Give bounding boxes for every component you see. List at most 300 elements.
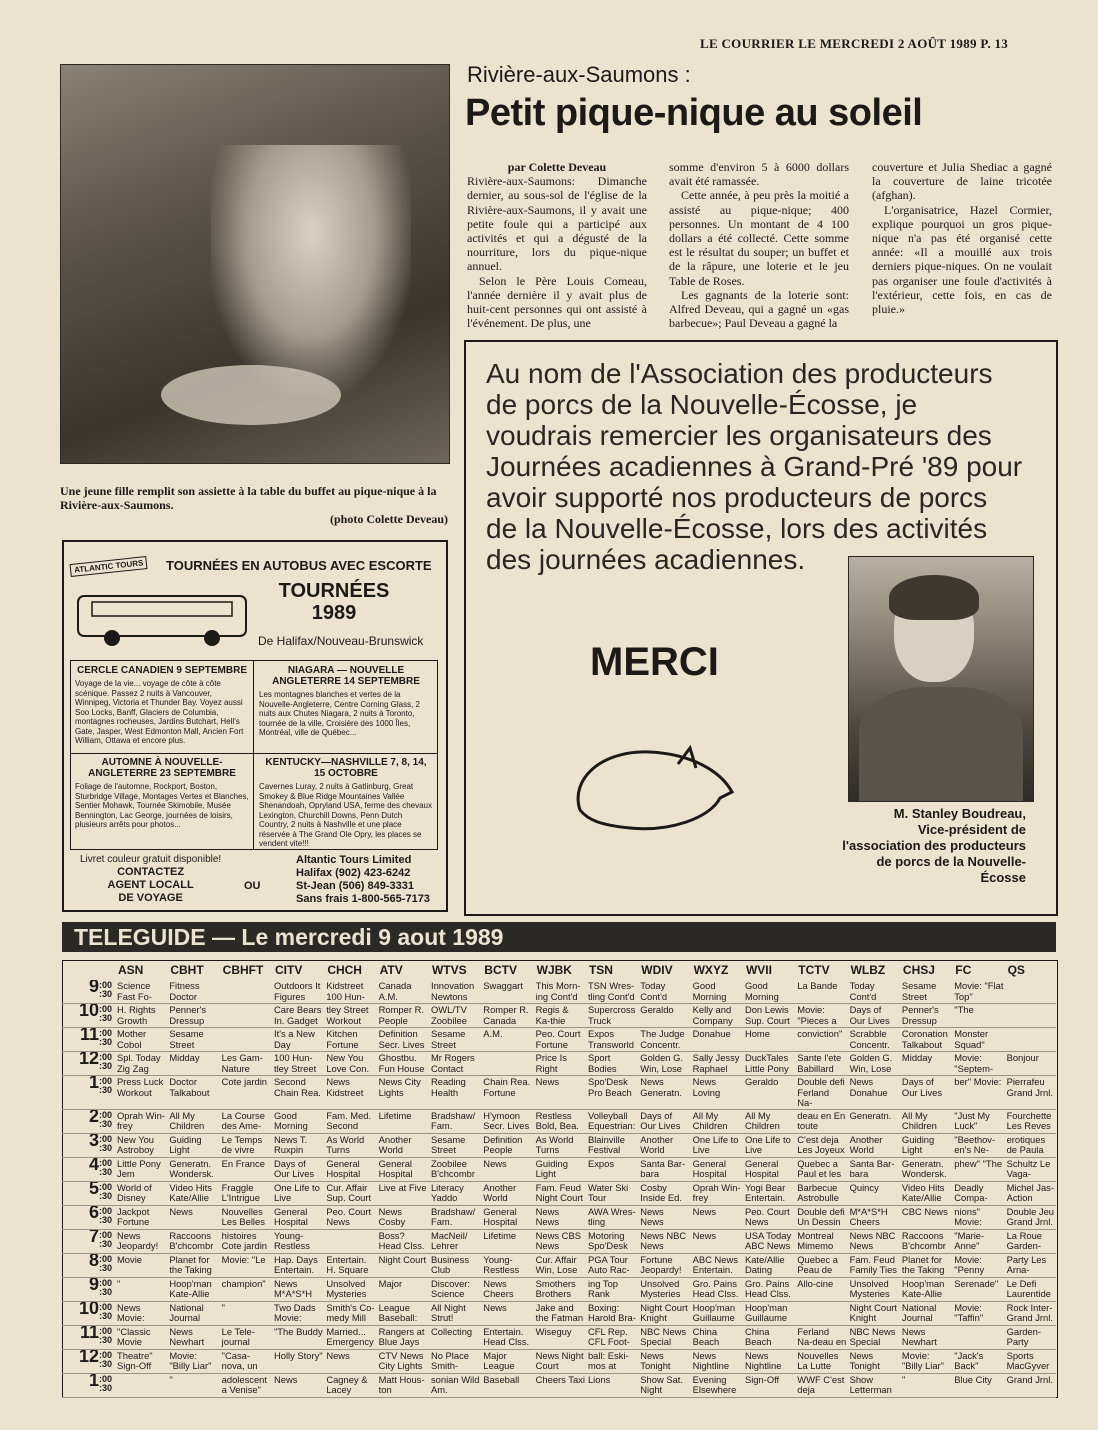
program-cell: News M*A*S*H (271, 1277, 323, 1301)
program-cell: Unsolved Mysteries (847, 1277, 899, 1301)
program-cell: OWL/TV Zoobilee (428, 1004, 480, 1028)
program-cell: News Generatn. (637, 1076, 689, 1110)
program-cell: Movie (114, 1253, 166, 1277)
program-cell: Midday (166, 1052, 218, 1076)
program-cell: Sesame Street (428, 1028, 480, 1052)
program-cell: Supercross Truck (585, 1004, 637, 1028)
program-cell: Movie: "Flat Top" (951, 980, 1003, 1004)
program-cell: Collecting (428, 1325, 480, 1349)
program-cell: Unsolved Mysteries (637, 1277, 689, 1301)
program-cell: Geraldo (742, 1076, 794, 1110)
time-slot-row (62, 1181, 1056, 1205)
program-cell: Pierrafeu Grand Jrnl. (1004, 1076, 1056, 1110)
program-cell: AWA Wres-tling (585, 1205, 637, 1229)
program-cell: Expos Transworld (585, 1028, 637, 1052)
program-cell: Young-Restless (480, 1253, 532, 1277)
program-cell: Live at Five (376, 1181, 428, 1205)
program-cell: One Life to Live (690, 1133, 742, 1157)
program-cell: News (533, 1076, 585, 1110)
program-cell: As World Turns (533, 1133, 585, 1157)
program-cell: "Casa-nova, un (219, 1349, 271, 1373)
program-cell: All My Children (899, 1109, 951, 1133)
program-cell: Another World (847, 1133, 899, 1157)
program-cell: One Life to Live (271, 1181, 323, 1205)
time-slot-row (62, 1109, 1056, 1133)
channel-header: WJBK (536, 962, 572, 977)
time-slot-label: 12:00 :30 (62, 1052, 114, 1076)
program-cell: News Tonight (847, 1349, 899, 1373)
program-cell: Sesame Street (428, 1133, 480, 1157)
program-cell: Kelly and Company (690, 1004, 742, 1028)
program-cell: Cur. Affair Win, Lose (533, 1253, 585, 1277)
tours-contact-right (296, 854, 430, 906)
program-cell: Rock Inter-Grand Jrnl. (1004, 1301, 1056, 1325)
program-cell: Lifetime (376, 1109, 428, 1133)
tour-heading: CERCLE CANADIEN 9 SEPTEMBRE (76, 665, 248, 676)
program-cell: League Baseball: (376, 1301, 428, 1325)
program-cell: Quebec a Paul et les (794, 1157, 846, 1181)
program-cell: Days of Our Lives (847, 1004, 899, 1028)
article-kicker: Rivière-aux-Saumons : (467, 62, 691, 87)
program-cell: General Hospital (742, 1157, 794, 1181)
program-cell: CTV News City Lights (376, 1349, 428, 1373)
program-cell: Video Hits Kate/Allie (899, 1181, 951, 1205)
program-cell (951, 1325, 1003, 1349)
program-cell: Jackpot Fortune (114, 1205, 166, 1229)
program-cell: News News (637, 1205, 689, 1229)
program-cell: Bonjour (1004, 1052, 1056, 1076)
tour-heading: KENTUCKY—NASHVILLE 7, 8, 14, 15 OCTOBRE (265, 757, 427, 779)
program-cell: CFL Rep. CFL Foot- (585, 1325, 637, 1349)
program-cell: Literacy Yaddo (428, 1181, 480, 1205)
program-cell: "The (951, 1004, 1003, 1028)
article-headline: Petit pique-nique au soleil (465, 92, 923, 134)
program-cell: Zoobilee B'chcombr (428, 1157, 480, 1181)
program-cell (219, 980, 271, 1004)
time-slot-row (62, 980, 1056, 1004)
program-cell: Another World (480, 1181, 532, 1205)
merci-heading: MERCI (590, 640, 719, 684)
merci-ad-text: Au nom de l'Association des producteurs de porcs de la Nouvelle-Écosse, je voudrais remercier les organisateurs des Journées acadiennes à Grand-Pré '89 pour avoir supporté nos producteurs de porcs de la Nouvelle-Écosse, lors des activités des journées acadiennes. (486, 358, 1023, 575)
program-cell: News (690, 1229, 742, 1253)
program-cell: " (219, 1301, 271, 1325)
program-cell: China Beach (690, 1325, 742, 1349)
program-cell: "Beethov-en's Ne- (951, 1133, 1003, 1157)
tour-heading: AUTOMNE À NOUVELLE-ANGLETERRE 23 SEPTEMBRE (88, 757, 236, 779)
program-cell: Double defi Un Dessin (794, 1205, 846, 1229)
photo-caption (60, 484, 448, 526)
program-cell: News News (533, 1205, 585, 1229)
channel-header-row (62, 960, 1056, 980)
program-cell: erotiques de Paula (1004, 1133, 1056, 1157)
program-cell: News Jeopardy! (114, 1229, 166, 1253)
program-cell: "Just My Luck" (951, 1109, 1003, 1133)
tours-contact: CONTACTEZ (117, 866, 185, 878)
program-cell: Grand Jrnl. (1004, 1373, 1056, 1397)
program-cell: Gro. Pains Head Clss. (690, 1277, 742, 1301)
tours-booklet-note: Livret couleur gratuit disponible! (80, 854, 222, 865)
tours-phone: Sans frais 1-800-565-7173 (296, 893, 430, 905)
tours-phone: Halifax (902) 423-6242 (296, 867, 411, 879)
program-cell: Raccoons B'chcombr (899, 1229, 951, 1253)
article-paragraph: L'organisatrice, Hazel Cormier, explique pourquoi un gros pique-nique n'a pas été organisé cette année: «Il a mouillé aux trois derniers pique-niques. On ne voulait pas organiser une foule d'activités à l'extérieur, cette fois, en cas de pluie.» (872, 202, 1052, 317)
program-cell: All My Children (166, 1109, 218, 1133)
program-cell: The Judge Concentr. (637, 1028, 689, 1052)
program-cell: News Newhart (166, 1325, 218, 1349)
program-cell: Hoop'man Guillaume (690, 1301, 742, 1325)
photo-credit: (photo Colette Deveau) (330, 512, 448, 526)
program-cell: National Journal (899, 1301, 951, 1325)
program-cell: Discover: Science (428, 1277, 480, 1301)
program-cell: Bradshaw/ Fam. (428, 1109, 480, 1133)
time-slot-label: 4:00 :30 (62, 1157, 114, 1181)
program-cell: champion" (219, 1277, 271, 1301)
program-cell: Gro. Pains Head Clss. (742, 1277, 794, 1301)
program-cell: Schultz Le Vaga- (1004, 1157, 1056, 1181)
program-cell: sonian Wild Am. (428, 1373, 480, 1397)
program-cell: Fam. Feud Family Ties (847, 1253, 899, 1277)
program-cell: Fam. Feud Night Court (533, 1181, 585, 1205)
program-cell: As World Turns (323, 1133, 375, 1157)
program-cell: WWF C'est deja (794, 1373, 846, 1397)
program-cell: Deadly Compa- (951, 1181, 1003, 1205)
program-cell: deau en En toute (794, 1109, 846, 1133)
channel-header: WLBZ (850, 962, 886, 977)
program-cell: One Life to Live (742, 1133, 794, 1157)
program-cell: Definition Secr. Lives (376, 1028, 428, 1052)
tours-header: TOURNÉES EN AUTOBUS AVEC ESCORTE (166, 558, 432, 573)
channel-header: CBHFT (222, 962, 264, 977)
program-cell: ball: Eski-mos at (585, 1349, 637, 1373)
time-slot-label: 7:00 :30 (62, 1229, 114, 1253)
tours-travel: DE VOYAGE (118, 892, 183, 904)
program-cell: La Roue Garden- (1004, 1229, 1056, 1253)
program-cell: Les Gam-Nature (219, 1052, 271, 1076)
tours-subtitle: De Halifax/Nouveau-Brunswick (258, 634, 424, 648)
program-cell (1004, 1004, 1056, 1028)
program-cell: Golden G. Win, Lose (847, 1052, 899, 1076)
program-cell: Fourchette Les Reves (1004, 1109, 1056, 1133)
program-cell: Young-Restless (271, 1229, 323, 1253)
program-cell: News Cheers (480, 1277, 532, 1301)
program-cell: PGA Tour Auto Rac- (585, 1253, 637, 1277)
program-cell (794, 1301, 846, 1325)
program-cell: Serenade" (951, 1277, 1003, 1301)
bus-icon (72, 580, 252, 650)
program-cell: Sesame Street (166, 1028, 218, 1052)
program-cell: Home (742, 1028, 794, 1052)
portrait-caption (840, 806, 1026, 886)
program-cell: Swaggart (480, 980, 532, 1004)
program-cell: New You Love Con. (323, 1052, 375, 1076)
program-cell: Movie: "Pieces a (794, 1004, 846, 1028)
program-cell: Raccoons B'chcombr (166, 1229, 218, 1253)
pig-outline-icon (560, 740, 740, 840)
program-cell: La Course des Ame- (219, 1109, 271, 1133)
program-cell: General Hospital (323, 1157, 375, 1181)
program-cell: Major League (480, 1349, 532, 1373)
program-cell: La Bande (794, 980, 846, 1004)
program-cell: Theatre" Sign-Off (114, 1349, 166, 1373)
tour-cell (259, 665, 433, 738)
program-cell: New You Astroboy (114, 1133, 166, 1157)
channel-header: CITV (274, 962, 303, 977)
program-cell: Movie: "Penny (951, 1253, 1003, 1277)
program-cell: Montreal Mimemo (794, 1229, 846, 1253)
program-cell: Mother Cobol (114, 1028, 166, 1052)
program-cell: Kate/Allie Dating (742, 1253, 794, 1277)
program-cell: News CBS News (533, 1229, 585, 1253)
program-cell: H. Rights Growth (114, 1004, 166, 1028)
program-cell: Wiseguy (533, 1325, 585, 1349)
channel-header: CHCH (327, 962, 362, 977)
program-cell: 100 Hun-tley Street (271, 1052, 323, 1076)
tour-body: Cavernes Luray, 2 nuits à Gatlinburg, Great Smokey & Blue Ridge Mountaines Vallée Shenandoah, Opryland USA, ferme des chevaux Lexington, Churchill Downs, Penn Dutch Country, 2 nuits à Nashville et une place réservée à The Grand Ole Opry, les places se vendent vite!!! (259, 782, 432, 848)
buffet-photo (60, 64, 450, 464)
time-slot-label: 12:00 :30 (62, 1349, 114, 1373)
time-slot-row (62, 1325, 1056, 1349)
program-cell: Planet for the Taking (899, 1253, 951, 1277)
channel-header: WVII (745, 962, 772, 977)
program-cell: News (271, 1373, 323, 1397)
program-cell: Generatn. (847, 1109, 899, 1133)
program-cell: Holly Story" (271, 1349, 323, 1373)
program-cell: News Night Court (533, 1349, 585, 1373)
program-cell: Video Hits Kate/Allie (166, 1181, 218, 1205)
program-cell: Sante l'ete Babillard (794, 1052, 846, 1076)
program-cell: News Newhart (899, 1325, 951, 1349)
program-cell: C'est deja Les Joyeux (794, 1133, 846, 1157)
time-slot-label: 6:00 :30 (62, 1205, 114, 1229)
program-cell: Boxing: Harold Bra- (585, 1301, 637, 1325)
program-cell: Blainville Festival (585, 1133, 637, 1157)
time-slot-row (62, 1349, 1056, 1373)
program-cell: Generatn. Wondersk. (166, 1157, 218, 1181)
channel-header: FC (955, 962, 972, 977)
program-cell: "Jack's Back" (951, 1349, 1003, 1373)
program-cell: histoires Cote jardin (219, 1229, 271, 1253)
tours-ou: OU (244, 880, 261, 892)
program-cell: Hoop'man Kate-Allie (899, 1277, 951, 1301)
program-cell: Matt Hous-ton (376, 1373, 428, 1397)
article-column-1 (467, 160, 647, 330)
program-cell: Scrabble Concentr. (847, 1028, 899, 1052)
program-cell: Romper R. Canada (480, 1004, 532, 1028)
time-slot-label: 11:00 :30 (62, 1028, 114, 1052)
portrait-name: M. Stanley Boudreau, (893, 806, 1026, 821)
program-cell: NBC News Special (847, 1325, 899, 1349)
program-cell: Guiding Light (533, 1157, 585, 1181)
stanley-boudreau-portrait (848, 556, 1034, 802)
program-cell: Cur. Affair Sup. Court (323, 1181, 375, 1205)
program-cell (114, 1373, 166, 1397)
program-cell: " (166, 1373, 218, 1397)
program-cell: Second Chain Rea. (271, 1076, 323, 1110)
program-cell: China Beach (742, 1325, 794, 1349)
tours-company: Altantic Tours Limited (296, 854, 412, 866)
program-cell: TSN Wres-tling Cont'd (585, 980, 637, 1004)
program-cell: Party Les Arna- (1004, 1253, 1056, 1277)
program-cell: " (114, 1277, 166, 1301)
program-cell: Days of Our Lives (637, 1109, 689, 1133)
program-cell: Peo. Court News (323, 1205, 375, 1229)
atlantic-tours-logo: ATLANTIC TOURS (70, 556, 148, 577)
time-slot-label: 9:00 :30 (62, 1277, 114, 1301)
program-cell: Major (376, 1277, 428, 1301)
program-cell: Double Jeu Grand Jrnl. (1004, 1205, 1056, 1229)
article-paragraph: Rivière-aux-Saumons: Dimanche dernier, au sous-sol de l'église de la Rivière-aux-Saumons, il y avait une petite foule qui a participé aux activités et qui a dégusté de la nourriture, lors du pique-nique annuel. (467, 174, 647, 274)
time-slot-label: 8:00 :30 (62, 1253, 114, 1277)
program-cell: Spo'Desk Pro Beach (585, 1076, 637, 1110)
program-cell: Oprah Win-frey (114, 1109, 166, 1133)
atlantic-tours-ad (62, 540, 448, 912)
program-cell: Sports MacGyver (1004, 1349, 1056, 1373)
program-cell: Business Club (428, 1253, 480, 1277)
program-cell: News Loving (690, 1076, 742, 1110)
time-slot-row (62, 1028, 1056, 1052)
program-cell: News NBC News (847, 1229, 899, 1253)
tour-body: Les montagnes blanches et vertes de la Nouvelle-Angleterre, Centre Corning Glass, 2 nuits aux Chutes Niagara, 2 nuits à Toronto, tournée de la ville, Croisière des 1000 Îles, Montréal, ville de Québec... (259, 690, 420, 737)
channel-header: WDIV (641, 962, 673, 977)
program-cell (219, 1028, 271, 1052)
time-slot-row (62, 1253, 1056, 1277)
program-cell: Night Court (376, 1253, 428, 1277)
program-cell: Blue City (951, 1373, 1003, 1397)
program-cell: Smothers Brothers (533, 1277, 585, 1301)
channel-header: CBHT (170, 962, 204, 977)
program-cell: Midday (899, 1052, 951, 1076)
program-cell: Baseball (480, 1373, 532, 1397)
channel-header: WTVS (431, 962, 467, 977)
time-slot-label: 11:00 :30 (62, 1325, 114, 1349)
program-cell: Cagney & Lacey (323, 1373, 375, 1397)
program-cell: News Kidstreet (323, 1076, 375, 1110)
program-cell: ber" Movie: (951, 1076, 1003, 1110)
program-cell: Restless Bold, Bea. (533, 1109, 585, 1133)
program-cell: News Nightline (742, 1349, 794, 1373)
program-cell: Rangers at Blue Jays (376, 1325, 428, 1349)
program-cell: Oprah Win-frey (690, 1181, 742, 1205)
masthead: LE COURRIER LE MERCREDI 2 AOÛT 1989 P. 13 (700, 36, 1009, 51)
program-cell (219, 1004, 271, 1028)
program-cell: News (323, 1349, 375, 1373)
program-cell: H'ymoon Secr. Lives (480, 1109, 532, 1133)
program-cell: This Morn-ing Cont'd (533, 980, 585, 1004)
program-cell: Jake and the Fatman (533, 1301, 585, 1325)
time-slot-row (62, 1373, 1056, 1397)
program-cell: Garden-Party (1004, 1325, 1056, 1349)
program-cell: Lifetime (480, 1229, 532, 1253)
program-cell: Penner's Dressup (899, 1004, 951, 1028)
program-cell: Doctor Talkabout (166, 1076, 218, 1110)
article-paragraph: Selon le Père Louis Comeau, l'année dernière il y avait plus de huit-cent personnes qui ont assisté à l'événement. De plus, une (467, 273, 647, 331)
time-slot-row (62, 1004, 1056, 1028)
time-slot-label: 5:00 :30 (62, 1181, 114, 1205)
program-cell: Good Morning (271, 1109, 323, 1133)
article-column-2 (669, 160, 849, 330)
program-cell: Care Bears In. Gadget (271, 1004, 323, 1028)
program-cell: M*A*S*H Cheers (847, 1205, 899, 1229)
program-cell: Fraggle L'Intrigue (219, 1181, 271, 1205)
channel-header: TSN (588, 962, 613, 977)
program-cell: Night Court Knight (637, 1301, 689, 1325)
program-cell: Sally Jessy Raphael (690, 1052, 742, 1076)
program-cell: Barbecue Astrobulle (794, 1181, 846, 1205)
program-cell: News City Lights (376, 1076, 428, 1110)
program-cell: Outdoors It Figures (271, 980, 323, 1004)
program-cell: Cote jardin (219, 1076, 271, 1110)
time-slot-label: 10:00 :30 (62, 1004, 114, 1028)
program-cell: News Movie: (114, 1301, 166, 1325)
time-slot-label: 3:00 :30 (62, 1133, 114, 1157)
program-cell: ing Top Rank (585, 1277, 637, 1301)
program-cell: Good Morning (690, 980, 742, 1004)
program-cell: Guiding Light (899, 1133, 951, 1157)
program-cell: Movie: "Taffin" (951, 1301, 1003, 1325)
program-cell: nions" Movie: (951, 1205, 1003, 1229)
program-cell: Show Sat. Night (637, 1373, 689, 1397)
program-cell: News (690, 1205, 742, 1229)
time-slot-row (62, 1133, 1056, 1157)
program-cell: Evening Elsewhere (690, 1373, 742, 1397)
teleguide-table (62, 960, 1056, 1398)
program-cell: Nouvelles Les Belles (219, 1205, 271, 1229)
program-cell: phew" "The (951, 1157, 1003, 1181)
program-cell: All My Children (690, 1109, 742, 1133)
program-cell: En France (219, 1157, 271, 1181)
program-cell: It's a New Day (271, 1028, 323, 1052)
program-cell: Sport Bodies (585, 1052, 637, 1076)
program-cell: Movie: "Billy Liar" (899, 1349, 951, 1373)
time-slot-label: 1:00 :30 (62, 1373, 114, 1397)
program-cell: adolescent a Venise" (219, 1373, 271, 1397)
program-cell: Michel Jas-Action (1004, 1181, 1056, 1205)
program-cell: Boss? Head Clss. (376, 1229, 428, 1253)
program-cell: National Journal (166, 1301, 218, 1325)
program-cell: Regis & Ka-thie (533, 1004, 585, 1028)
program-cell: Guiding Light (166, 1133, 218, 1157)
article-paragraph: Les gagnants de la loterie sont: Alfred Deveau, qui a gagné un «gas barbecue»; Paul Deveau a gagné la (669, 287, 849, 331)
program-cell: Lions (585, 1373, 637, 1397)
program-cell: Movie: "Le (219, 1253, 271, 1277)
time-slot-row (62, 1052, 1056, 1076)
program-cell: Double defi Ferland Na- (794, 1076, 846, 1110)
program-cell: General Hospital (271, 1205, 323, 1229)
program-cell: MacNeil/ Lehrer (428, 1229, 480, 1253)
tours-phone: St-Jean (506) 849-3331 (296, 880, 415, 892)
program-cell: Don Lewis Sup. Court (742, 1004, 794, 1028)
program-cell: Price Is Right (533, 1052, 585, 1076)
program-cell: Monster Squad" (951, 1028, 1003, 1052)
tours-agent: AGENT LOCALL (107, 879, 194, 891)
time-slot-row (62, 1157, 1056, 1181)
program-cell: Fam. Med. Second (323, 1109, 375, 1133)
program-cell: Peo. Court Fortune (533, 1028, 585, 1052)
program-cell: " (899, 1373, 951, 1397)
program-cell: Movie: "Septem- (951, 1052, 1003, 1076)
program-cell: Two Dads Movie: (271, 1301, 323, 1325)
channel-header: ASN (118, 962, 144, 977)
time-slot-label: 10:00 :30 (62, 1301, 114, 1325)
program-cell: Fitness Doctor (166, 980, 218, 1004)
tours-title: TOURNÉES 1989 (278, 580, 390, 624)
program-cell: Romper R. People (376, 1004, 428, 1028)
program-cell: News (166, 1205, 218, 1229)
program-cell (1004, 980, 1056, 1004)
program-cell: News (480, 1157, 532, 1181)
program-cell: Married... Emergency (323, 1325, 375, 1349)
program-cell: Water Ski Tour (585, 1181, 637, 1205)
